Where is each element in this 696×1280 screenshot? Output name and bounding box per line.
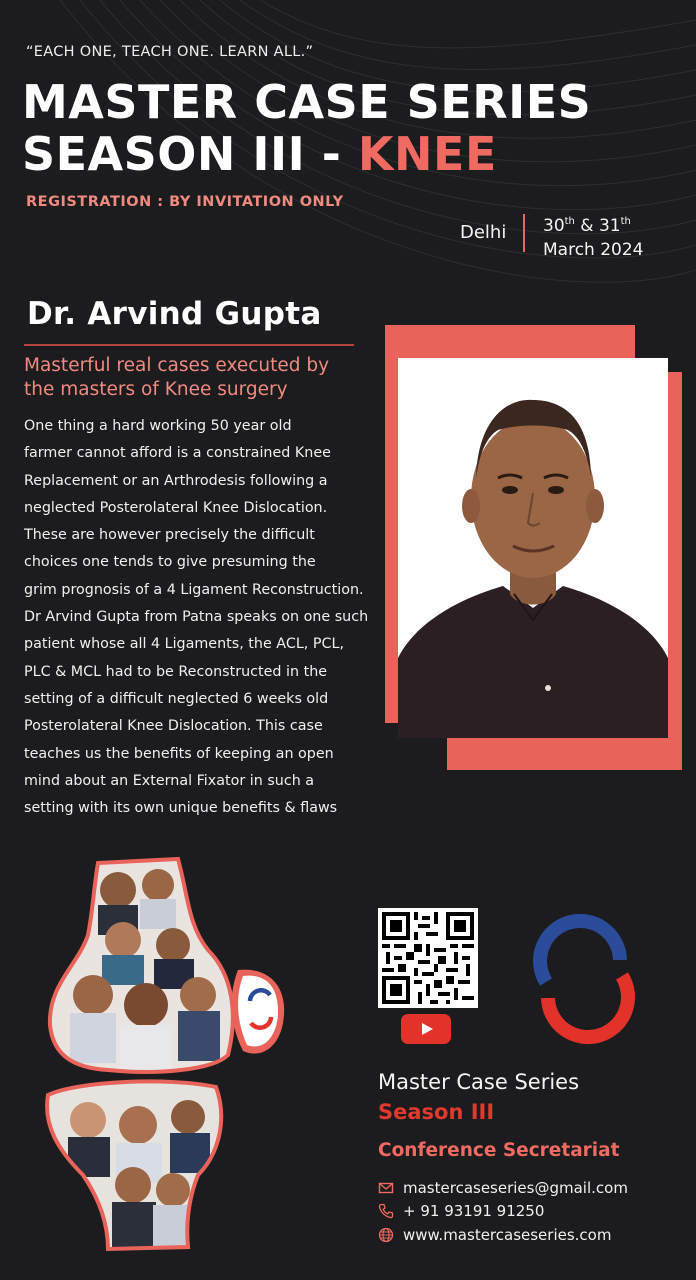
date-divider: [523, 214, 525, 252]
talk-description: One thing a hard working 50 year old farmer cannot afford is a constrained Knee Replacement or an Arthrodesis following a neglected Posterolateral Knee Dislocation. These are however precisely the difficult choices one tends to give presuming the grim prognosis of a 4 Ligament Reconstruction. Dr Arvind Gupta from Patna speaks on one such patient whose all 4 Ligaments, the ACL, PCL, PLC & MCL had to be Reconstructed in the setting of a difficult neglected 6 weeks old Posterolateral Knee Dislocation. This case teaches us the benefits of keeping an open mind about an External Fixator in such a setting with its own unique benefits & flaws: [24, 418, 369, 817]
contact-phone[interactable]: [378, 1202, 544, 1220]
speaker-portrait-illustration: [398, 358, 668, 738]
name-divider: [24, 344, 354, 346]
organizer-name: Master Case Series: [378, 1070, 580, 1094]
conference-secretariat-heading: Conference Secretariat: [378, 1140, 620, 1161]
registration-note: REGISTRATION : BY INVITATION ONLY: [26, 194, 344, 210]
website-text[interactable]: www.mastercaseseries.com: [403, 1226, 612, 1244]
event-days: 30th & 31th: [543, 216, 631, 236]
organizer-season: Season III: [378, 1100, 495, 1124]
globe-icon: [378, 1227, 394, 1243]
phone-text[interactable]: + 91 93191 91250: [403, 1202, 545, 1220]
tagline: “EACH ONE, TEACH ONE. LEARN ALL.”: [26, 44, 314, 60]
femur-faculty-photos: [38, 855, 258, 1085]
title-line-2: [22, 128, 591, 180]
speaker-photo: [398, 358, 668, 738]
title-season: SEASON III -: [22, 127, 358, 181]
contact-email[interactable]: [378, 1179, 628, 1197]
event-month-year: March 2024: [543, 240, 644, 260]
envelope-icon: [378, 1180, 394, 1196]
event-city: Delhi: [460, 222, 507, 243]
talk-subtitle: Masterful real cases executed by the masters of Knee surgery: [24, 355, 330, 400]
title-knee: KNEE: [357, 127, 497, 181]
email-text[interactable]: mastercaseseries@gmail.com: [403, 1179, 628, 1197]
speaker-name: Dr. Arvind Gupta: [27, 296, 322, 332]
page-title: [22, 76, 591, 180]
qr-code-pattern: [382, 912, 474, 1004]
master-case-series-logo: [528, 900, 638, 1050]
faculty-collage: [38, 855, 298, 1255]
youtube-icon[interactable]: [401, 1014, 451, 1044]
event-date: [543, 210, 644, 262]
qr-code[interactable]: [378, 908, 478, 1008]
contact-website[interactable]: [378, 1226, 611, 1244]
phone-icon: [378, 1203, 394, 1219]
title-line-1: MASTER CASE SERIES: [22, 75, 592, 129]
play-icon: [422, 1023, 433, 1035]
